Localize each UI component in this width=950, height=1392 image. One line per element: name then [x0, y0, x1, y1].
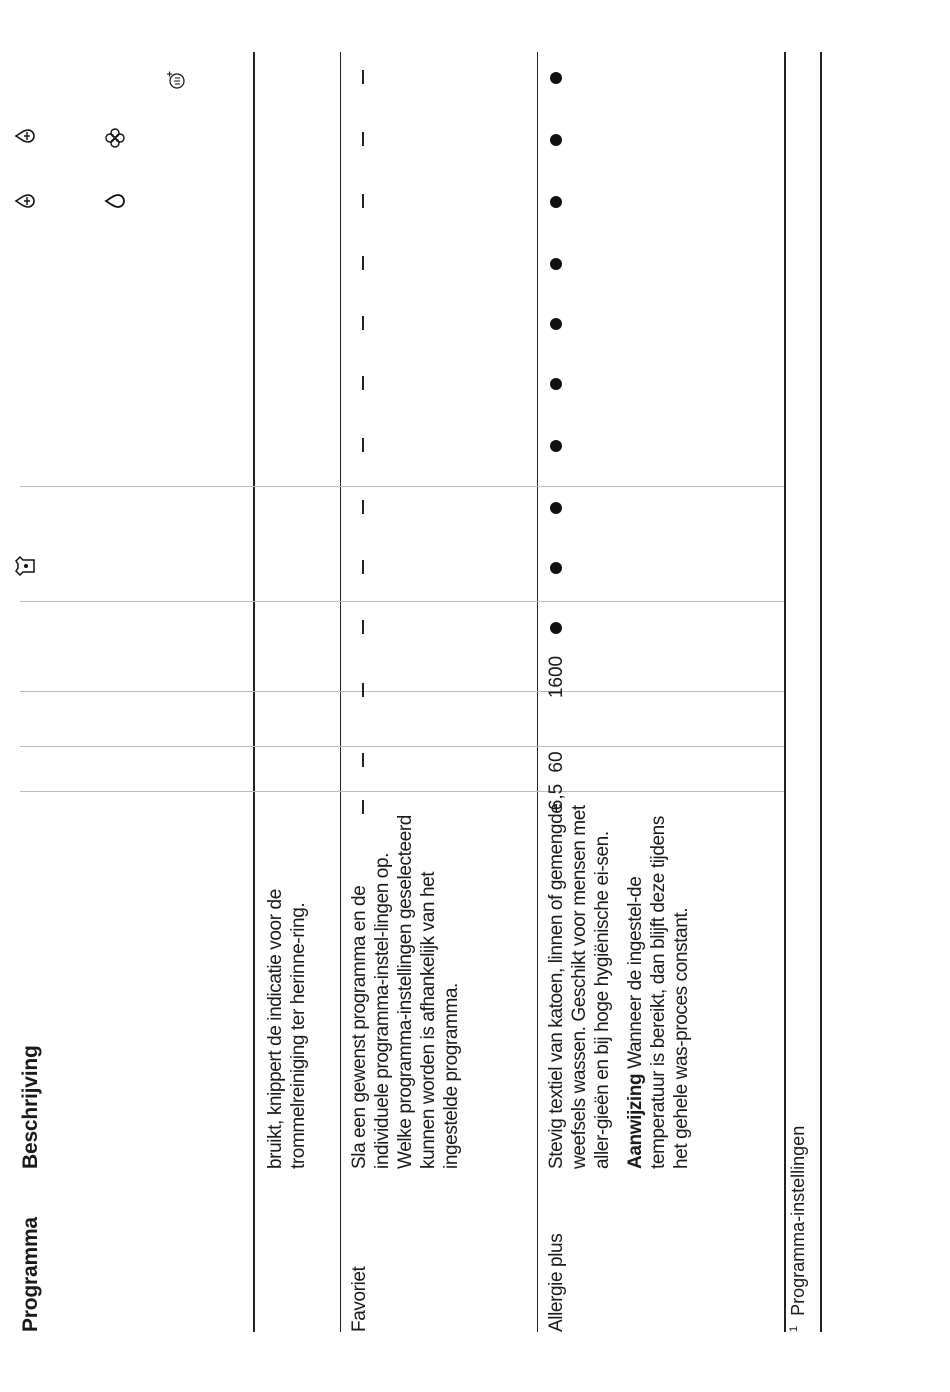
row-3-spin-value: 1600: [546, 655, 567, 699]
row-3-dot-value: [550, 134, 562, 146]
drum-clean-icon: [165, 70, 187, 92]
row-3-dot-value: [550, 502, 562, 514]
row-2-dash-value: [362, 800, 364, 814]
row-2-dash-value: [362, 132, 364, 146]
row-3-note-label: Aanwijzing: [625, 1073, 646, 1169]
header-program: Programma: [19, 1217, 42, 1332]
row-3-description: [545, 799, 693, 1169]
shirt-icon: [14, 555, 36, 577]
row-2-description-text: Sla een gewenst programma en de individuele programma-instel-lingen op. Welke programma-instellingen geselecteerd kunnen worden is afhankelijk van het ingestelde programma.: [349, 815, 462, 1169]
row-3-note-text: Wanneer de ingestel-de temperatuur is bereikt, dan blijft deze tijdens het gehele was-proces constant.: [625, 816, 692, 1169]
col-separator: [20, 486, 784, 487]
col-separator: [20, 791, 784, 792]
table-bottom-rule: [784, 52, 786, 1332]
row-3-dot-value: [550, 562, 562, 574]
row-1-description-text: bruikt, knippert de indicatie voor de trommelreiniging ter herinne-ring.: [265, 889, 309, 1169]
row-2-dash-value: [362, 560, 364, 574]
row-3-note: [624, 799, 693, 1169]
row-3-dot-value: [550, 440, 562, 452]
row-3-dot-value: [550, 378, 562, 390]
row-rule-2: [537, 52, 538, 1332]
header-rule: [253, 52, 255, 1332]
row-2-dash-value: [362, 620, 364, 634]
flower-icon: [104, 127, 126, 149]
row-3-temp-value: 60: [546, 751, 567, 773]
col-separator: [20, 746, 784, 747]
header-description: Beschrijving: [19, 1045, 42, 1169]
row-3-description-text: Stevig textiel van katoen, linnen of gemengde weefsels wassen. Geschikt voor mensen met aller-gieën en bij hoge hygiënische ei-sen.: [546, 803, 613, 1169]
water-plus-icon: [14, 125, 36, 147]
row-rule-1: [340, 52, 341, 1332]
water-plus-icon: [14, 190, 36, 212]
row-3-dot-value: [550, 318, 562, 330]
row-2-dash-value: [362, 316, 364, 330]
row-2-dash-value: [362, 438, 364, 452]
col-separator: [20, 691, 784, 692]
footnote: [788, 1126, 809, 1332]
row-3-dot-value: [550, 258, 562, 270]
row-3-dot-value: [550, 196, 562, 208]
footnote-bottom-rule: [820, 52, 822, 1332]
row-3-program: Allergie plus: [546, 1233, 567, 1332]
row-2-dash-value: [362, 753, 364, 767]
row-2-dash-value: [362, 376, 364, 390]
row-2-dash-value: [362, 256, 364, 270]
row-2-program: Favoriet: [349, 1266, 370, 1332]
row-3-dot-value: [550, 622, 562, 634]
row-3-load-value: 6,5: [546, 783, 567, 811]
col-separator: [20, 601, 784, 602]
row-2-dash-value: [362, 683, 364, 697]
row-2-dash-value: [362, 194, 364, 208]
row-2-dash-value: [362, 70, 364, 84]
row-3-dot-value: [550, 72, 562, 84]
footnote-marker: 1: [788, 1325, 800, 1332]
row-2-dash-value: [362, 500, 364, 514]
drop-icon: [104, 190, 126, 212]
row-1-description: [264, 799, 310, 1169]
row-2-description: [348, 799, 463, 1169]
footnote-text: Programma-instellingen: [788, 1125, 808, 1316]
